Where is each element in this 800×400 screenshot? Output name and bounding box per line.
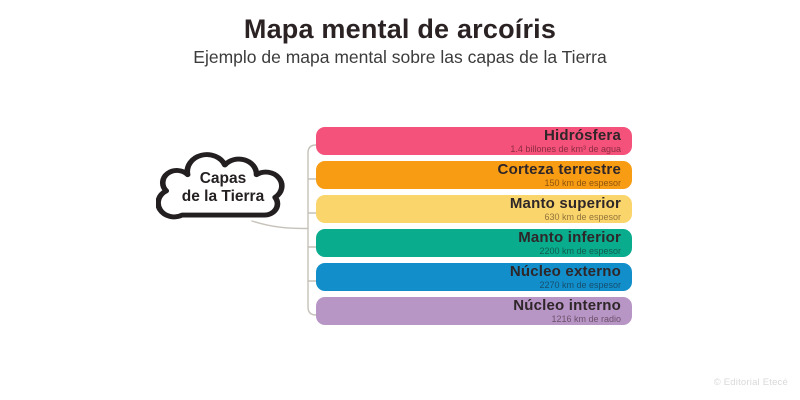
page-subtitle: Ejemplo de mapa mental sobre las capas de la Tierra — [193, 47, 607, 67]
node-detail: 630 km de espesor — [544, 212, 621, 222]
mindmap-node — [316, 263, 632, 291]
branch-list — [316, 127, 632, 325]
root-node-label — [156, 170, 290, 206]
mindmap-node — [316, 297, 632, 325]
root-label-line2: de la Tierra — [181, 188, 265, 205]
mindmap-node — [316, 195, 632, 223]
mindmap-node — [316, 229, 632, 257]
header — [0, 0, 800, 68]
spine-line — [308, 145, 316, 315]
node-label: Hidrósfera — [543, 127, 621, 144]
node-detail: 150 km de espesor — [544, 178, 621, 188]
node-label: Núcleo externo — [509, 263, 621, 280]
node-label: Núcleo interno — [513, 297, 621, 314]
page-title: Mapa mental de arcoíris — [243, 14, 557, 44]
node-label: Corteza terrestre — [497, 161, 621, 178]
root-label-line1: Capas — [199, 170, 247, 187]
node-detail: 2200 km de espesor — [539, 246, 621, 256]
credit-text: © Editorial Etecé — [713, 377, 788, 388]
mindmap-node — [316, 127, 632, 155]
node-detail: 1216 km de radio — [551, 314, 621, 324]
node-label: Manto superior — [509, 195, 621, 212]
node-label: Manto inferior — [518, 229, 621, 246]
mindmap-node — [316, 161, 632, 189]
node-detail: 1.4 billones de km³ de agua — [510, 144, 621, 154]
node-detail: 2270 km de espesor — [539, 280, 621, 290]
